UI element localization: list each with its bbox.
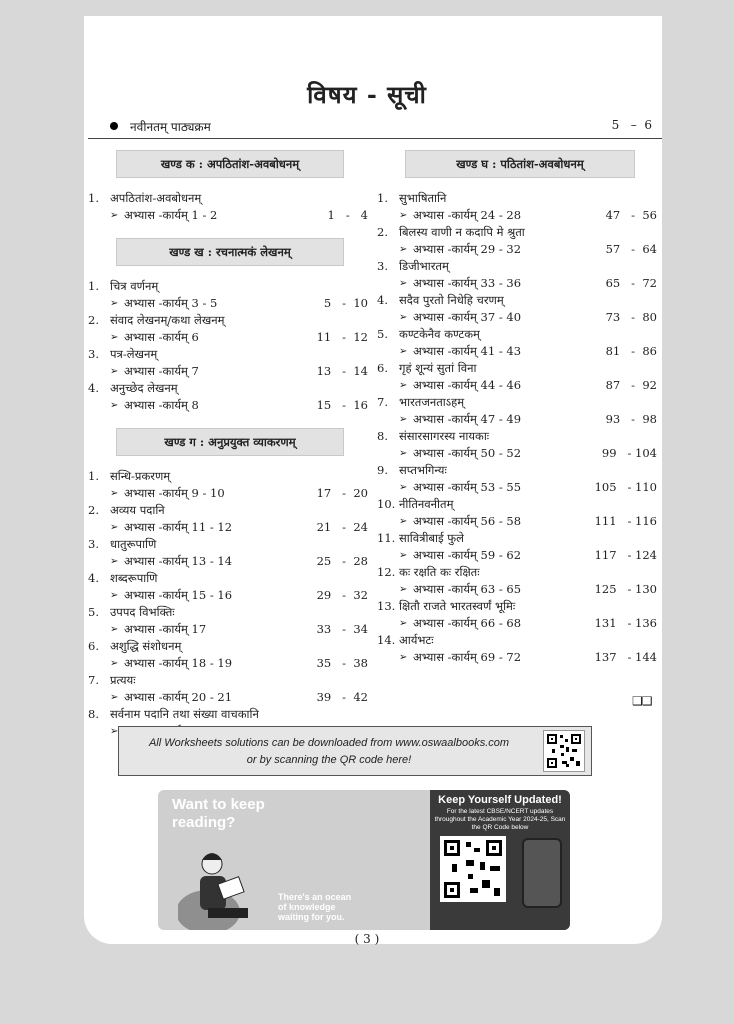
divider <box>88 138 662 139</box>
chapter-number: 2. <box>88 503 99 517</box>
activity-label: अभ्यास -कार्यम् 8 <box>124 398 199 412</box>
page-range: 131 - 136 <box>594 616 657 630</box>
chapter-title: बिलस्य वाणी न कदापि मे श्रुता <box>399 225 525 239</box>
chapter-title: धातुरूपाणि <box>110 537 157 551</box>
chapter-number: 3. <box>377 259 388 273</box>
page-range: 21 - 24 <box>316 520 368 534</box>
section-header: खण्ड ख : रचनात्मकं लेखनम् <box>116 238 344 266</box>
syllabus-pages: 5 – 6 <box>611 118 652 132</box>
chapter-number: 1. <box>88 191 99 205</box>
arrow-bullet-icon: ➢ <box>110 726 119 737</box>
activity-label: अभ्यास -कार्यम् 56 - 58 <box>413 514 522 528</box>
chapter-row[interactable] <box>88 278 368 295</box>
page-range: 73 - 80 <box>605 310 657 324</box>
chapter-row[interactable] <box>88 380 368 397</box>
right-column <box>377 150 657 666</box>
keep-updated-heading: Keep Yourself Updated! <box>438 794 562 806</box>
chapter-title: चित्र वर्णनम् <box>110 279 159 293</box>
activity-label: अभ्यास -कार्यम् 53 - 55 <box>413 480 522 494</box>
chapter-row[interactable] <box>88 604 368 621</box>
chapter-title: कः रक्षति कः रक्षितः <box>399 565 480 579</box>
activity-label: अभ्यास -कार्यम् 50 - 52 <box>413 446 522 460</box>
activity-row[interactable] <box>88 363 368 380</box>
arrow-bullet-icon: ➢ <box>399 618 408 629</box>
activity-label: अभ्यास -कार्यम् 33 - 36 <box>413 276 522 290</box>
chapter-number: 13. <box>377 599 396 613</box>
chapter-title: अपठितांश-अवबोधनम् <box>110 191 202 205</box>
chapter-title: सुभाषितानि <box>399 191 447 205</box>
chapter-title: उपपद विभक्तिः <box>110 605 175 619</box>
activity-label: अभ्यास -कार्यम् 59 - 62 <box>413 548 522 562</box>
arrow-bullet-icon: ➢ <box>399 380 408 391</box>
chapter-row[interactable] <box>88 672 368 689</box>
chapter-title: संसारसागरस्य नायकाः <box>399 429 490 443</box>
arrow-bullet-icon: ➢ <box>399 414 408 425</box>
page-range: 25 - 28 <box>316 554 368 568</box>
activity-label: अभ्यास -कार्यम् 18 - 19 <box>124 656 233 670</box>
chapter-number: 1. <box>377 191 388 205</box>
syllabus-label: नवीनतम् पाठ्यक्रम <box>130 120 211 134</box>
page-range: 13 - 14 <box>316 364 368 378</box>
chapter-number: 1. <box>88 469 99 483</box>
chapter-number: 12. <box>377 565 396 579</box>
arrow-bullet-icon: ➢ <box>110 366 119 377</box>
page-range: 57 - 64 <box>605 242 657 256</box>
activity-label: अभ्यास -कार्यम् 37 - 40 <box>413 310 522 324</box>
arrow-bullet-icon: ➢ <box>399 448 408 459</box>
syllabus-row[interactable] <box>110 118 652 136</box>
chapter-row[interactable] <box>377 598 657 615</box>
activity-label: अभ्यास -कार्यम् 6 <box>124 330 199 344</box>
chapter-number: 10. <box>377 497 396 511</box>
page-range: 1 - 4 <box>327 208 368 222</box>
arrow-bullet-icon: ➢ <box>110 658 119 669</box>
chapter-row[interactable] <box>377 258 657 275</box>
chapter-row[interactable] <box>88 346 368 363</box>
info-line-1: All Worksheets solutions can be downloaded from www.oswaalbooks.com <box>148 737 510 749</box>
activity-row[interactable] <box>88 587 368 604</box>
banner-ocean-text: There's an ocean of knowledge waiting for you. <box>278 892 352 922</box>
chapter-title: सदैव पुरतो निधेहि चरणम् <box>399 293 504 307</box>
chapter-number: 14. <box>377 633 396 647</box>
activity-label: अभ्यास -कार्यम् 17 <box>124 622 207 636</box>
chapter-title: भारतजनताऽहम् <box>399 395 465 409</box>
download-info-box <box>118 726 592 776</box>
chapter-row[interactable] <box>88 570 368 587</box>
page-title: विषय - सूची <box>307 80 427 109</box>
end-mark: ❑❑ <box>632 694 652 708</box>
page-range: 15 - 16 <box>316 398 368 412</box>
chapter-row[interactable] <box>377 530 657 547</box>
chapter-title: सप्तभगिन्यः <box>399 463 447 477</box>
activity-row[interactable] <box>88 621 368 638</box>
arrow-bullet-icon: ➢ <box>110 556 119 567</box>
arrow-bullet-icon: ➢ <box>110 692 119 703</box>
activity-row[interactable] <box>377 343 657 360</box>
activity-row[interactable] <box>377 241 657 258</box>
arrow-bullet-icon: ➢ <box>399 482 408 493</box>
activity-row[interactable] <box>88 485 368 502</box>
chapter-title: सन्धि-प्रकरणम् <box>110 469 171 483</box>
chapter-row[interactable] <box>88 638 368 655</box>
chapter-number: 4. <box>377 293 388 307</box>
bullet-icon <box>110 122 118 130</box>
chapter-row[interactable] <box>88 706 368 723</box>
page-range: 137 - 144 <box>594 650 657 664</box>
activity-label: अभ्यास -कार्यम् 9 - 10 <box>124 486 225 500</box>
chapter-row[interactable] <box>88 502 368 519</box>
activity-label: अभ्यास -कार्यम् 3 - 5 <box>124 296 218 310</box>
chapter-number: 8. <box>88 707 99 721</box>
page-range: 117 - 124 <box>594 548 657 562</box>
chapter-row[interactable] <box>88 536 368 553</box>
chapter-number: 2. <box>88 313 99 327</box>
download-info-text <box>119 735 539 769</box>
banner-qr-icon[interactable] <box>440 836 506 902</box>
arrow-bullet-icon: ➢ <box>399 550 408 561</box>
activity-row[interactable] <box>377 479 657 496</box>
activity-row[interactable] <box>88 295 368 312</box>
chapter-title: संवाद लेखनम्/कथा लेखनम् <box>110 313 225 327</box>
chapter-title: शब्दरूपाणि <box>110 571 158 585</box>
page-range: 39 - 42 <box>316 690 368 704</box>
arrow-bullet-icon: ➢ <box>110 590 119 601</box>
activity-row[interactable] <box>88 655 368 672</box>
chapter-row[interactable] <box>88 312 368 329</box>
chapter-row[interactable] <box>377 632 657 649</box>
page-range: 93 - 98 <box>605 412 657 426</box>
left-column <box>88 150 368 754</box>
chapter-title: नीतिनवनीतम् <box>399 497 454 511</box>
activity-label: अभ्यास -कार्यम् 15 - 16 <box>124 588 233 602</box>
chapter-number: 1. <box>88 279 99 293</box>
activity-label: अभ्यास -कार्यम् 13 - 14 <box>124 554 233 568</box>
activity-row[interactable] <box>377 649 657 666</box>
activity-row[interactable] <box>377 581 657 598</box>
chapter-row[interactable] <box>88 190 368 207</box>
activity-label: अभ्यास -कार्यम् 20 - 21 <box>124 690 233 704</box>
page-range: 11 - 12 <box>316 330 368 344</box>
activity-row[interactable] <box>88 689 368 706</box>
activity-label: अभ्यास -कार्यम् 24 - 28 <box>413 208 522 222</box>
arrow-bullet-icon: ➢ <box>110 488 119 499</box>
chapter-title: सर्वनाम पदानि तथा संख्या वाचकानि <box>110 707 259 721</box>
activity-row[interactable] <box>377 207 657 224</box>
activity-label: अभ्यास -कार्यम् 63 - 65 <box>413 582 522 596</box>
chapter-row[interactable] <box>377 190 657 207</box>
activity-row[interactable] <box>377 615 657 632</box>
chapter-number: 6. <box>88 639 99 653</box>
arrow-bullet-icon: ➢ <box>399 346 408 357</box>
chapter-row[interactable] <box>377 360 657 377</box>
activity-label: अभ्यास -कार्यम् 1 - 2 <box>124 208 218 222</box>
activity-row[interactable] <box>377 513 657 530</box>
arrow-bullet-icon: ➢ <box>110 298 119 309</box>
chapter-row[interactable] <box>377 564 657 581</box>
chapter-number: 5. <box>377 327 388 341</box>
arrow-bullet-icon: ➢ <box>110 332 119 343</box>
activity-label: अभ्यास -कार्यम् 44 - 46 <box>413 378 522 392</box>
arrow-bullet-icon: ➢ <box>110 400 119 411</box>
chapter-row[interactable] <box>88 468 368 485</box>
chapter-title: अनुच्छेद लेखनम् <box>110 381 178 395</box>
arrow-bullet-icon: ➢ <box>399 244 408 255</box>
arrow-bullet-icon: ➢ <box>110 210 119 221</box>
chapter-title: अशुद्धि संशोधनम् <box>110 639 182 653</box>
qr-code-icon[interactable] <box>543 730 585 772</box>
arrow-bullet-icon: ➢ <box>110 522 119 533</box>
arrow-bullet-icon: ➢ <box>399 210 408 221</box>
chapter-row[interactable] <box>377 326 657 343</box>
chapter-row[interactable] <box>377 496 657 513</box>
page-range: 47 - 56 <box>605 208 657 222</box>
chapter-number: 3. <box>88 347 99 361</box>
page-range: 111 - 116 <box>594 514 657 528</box>
chapter-number: 9. <box>377 463 388 477</box>
chapter-title: सावित्रीबाई फुले <box>399 531 464 545</box>
activity-row[interactable] <box>88 397 368 414</box>
activity-row[interactable] <box>88 207 368 224</box>
spacer <box>88 224 368 238</box>
phone-icon <box>522 838 562 908</box>
page-range: 17 - 20 <box>316 486 368 500</box>
chapter-number: 2. <box>377 225 388 239</box>
arrow-bullet-icon: ➢ <box>110 624 119 635</box>
chapter-row[interactable] <box>377 428 657 445</box>
activity-label: अभ्यास -कार्यम् 41 - 43 <box>413 344 522 358</box>
chapter-title: कण्टकेनैव कण्टकम् <box>399 327 480 341</box>
chapter-title: प्रत्ययः <box>110 673 136 687</box>
section-header: खण्ड घ : पठितांश-अवबोधनम् <box>405 150 635 178</box>
activity-row[interactable] <box>377 547 657 564</box>
activity-label: अभ्यास -कार्यम् 47 - 49 <box>413 412 522 426</box>
page-number: ( 3 ) <box>354 932 380 946</box>
chapter-row[interactable] <box>377 224 657 241</box>
banner-want-text: Want to keep reading? <box>172 796 265 831</box>
activity-row[interactable] <box>377 411 657 428</box>
arrow-bullet-icon: ➢ <box>399 584 408 595</box>
chapter-title: आर्यभटः <box>399 633 434 647</box>
chapter-number: 8. <box>377 429 388 443</box>
section-header: खण्ड क : अपठितांश-अवबोधनम् <box>116 150 344 178</box>
info-line-2: or by scanning the QR code here! <box>246 754 412 766</box>
chapter-row[interactable] <box>377 292 657 309</box>
activity-row[interactable] <box>88 553 368 570</box>
chapter-number: 4. <box>88 381 99 395</box>
chapter-number: 3. <box>88 537 99 551</box>
activity-label: अभ्यास -कार्यम् 7 <box>124 364 199 378</box>
chapter-title: पत्र-लेखनम् <box>110 347 158 361</box>
page-range: 33 - 34 <box>316 622 368 636</box>
activity-label: अभ्यास -कार्यम् 66 - 68 <box>413 616 522 630</box>
page-range: 29 - 32 <box>316 588 368 602</box>
chapter-title: डिजीभारतम् <box>399 259 449 273</box>
activity-row[interactable] <box>88 519 368 536</box>
page-range: 81 - 86 <box>605 344 657 358</box>
activity-label: अभ्यास -कार्यम् 11 - 12 <box>124 520 233 534</box>
activity-row[interactable] <box>377 445 657 462</box>
page-range: 105 - 110 <box>594 480 657 494</box>
chapter-title: अव्यय पदानि <box>110 503 165 517</box>
arrow-bullet-icon: ➢ <box>399 516 408 527</box>
page-range: 35 - 38 <box>316 656 368 670</box>
activity-row[interactable] <box>88 329 368 346</box>
activity-row[interactable] <box>377 275 657 292</box>
chapter-title: गृहं शून्यं सुतां विना <box>399 361 477 375</box>
section-header: खण्ड ग : अनुप्रयुक्त व्याकरणम् <box>116 428 344 456</box>
chapter-number: 5. <box>88 605 99 619</box>
chapter-number: 4. <box>88 571 99 585</box>
chapter-number: 6. <box>377 361 388 375</box>
chapter-row[interactable] <box>377 394 657 411</box>
reader-illustration-icon <box>178 842 258 930</box>
chapter-row[interactable] <box>377 462 657 479</box>
activity-row[interactable] <box>377 377 657 394</box>
chapter-number: 7. <box>88 673 99 687</box>
page-range: 5 - 10 <box>323 296 368 310</box>
arrow-bullet-icon: ➢ <box>399 312 408 323</box>
update-subtext: For the latest CBSE/NCERT updates throughout the Academic Year 2024-25, Scan the QR Code below <box>434 808 566 831</box>
activity-label: अभ्यास -कार्यम् 69 - 72 <box>413 650 522 664</box>
page-range: 65 - 72 <box>605 276 657 290</box>
arrow-bullet-icon: ➢ <box>399 278 408 289</box>
promo-banner[interactable] <box>158 790 570 930</box>
activity-row[interactable] <box>377 309 657 326</box>
activity-label: अभ्यास -कार्यम् 29 - 32 <box>413 242 522 256</box>
arrow-bullet-icon: ➢ <box>399 652 408 663</box>
chapter-number: 11. <box>377 531 396 545</box>
spacer <box>88 414 368 428</box>
update-panel <box>430 790 570 930</box>
chapter-title: क्षितौ राजते भारतस्वर्णं भूमिः <box>399 599 516 613</box>
page-range: 87 - 92 <box>605 378 657 392</box>
page-range: 99 - 104 <box>601 446 657 460</box>
chapter-number: 7. <box>377 395 388 409</box>
page-range: 125 - 130 <box>594 582 657 596</box>
